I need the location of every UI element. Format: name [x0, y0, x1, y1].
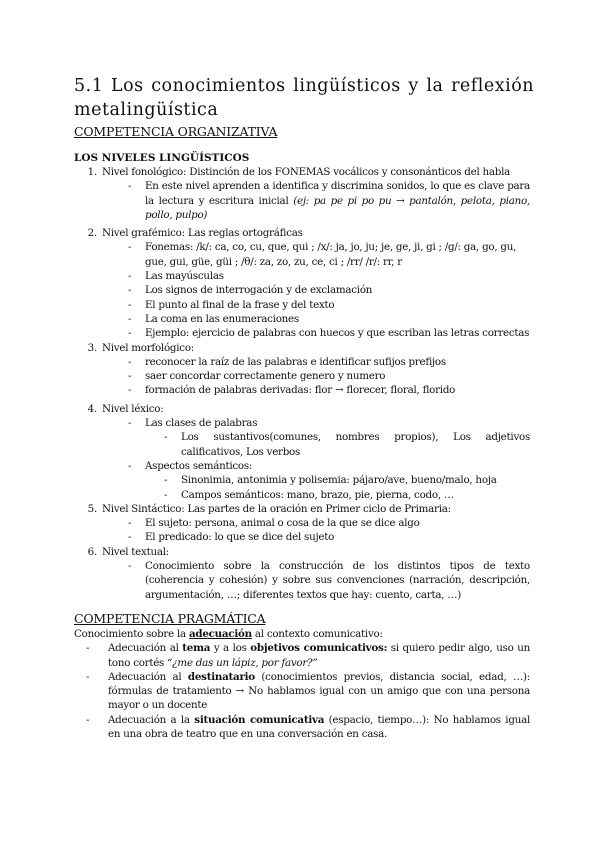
list-item: - Conocimiento sobre la construcción de los distintos tipos de texto (coherencia y cohesión) y sobre sus convenciones (narración, descripción, argumentación, …; diferentes textos que hay: cuento, carta, …) — [128, 560, 530, 601]
list-item: - Las mayúsculas — [128, 270, 224, 283]
section-title-organizativa: COMPETENCIA ORGANIZATIVA — [74, 124, 278, 139]
page-title: 5.1 Los conocimientos lingüísticos y la reflexión metalingüística — [74, 76, 534, 120]
list-item: - Adecuación a la situación comunicativa (espacio, tiempo…): No hablamos igual en una obra de teatro que en una conversación en casa. — [86, 713, 531, 741]
list-item: 4. Nivel léxico: — [87, 402, 164, 415]
list-item: - Sinonimia, antonimia y polisemia: pájaro/ave, bueno/malo, hoja — [164, 474, 497, 487]
list-item: - El sujeto: persona, animal o cosa de la que se dice algo — [128, 517, 420, 530]
list-item: - Campos semánticos: mano, brazo, pie, pierna, codo, … — [164, 488, 454, 501]
list-item: - Los signos de interrogación y de exclamación — [128, 284, 373, 297]
list-item: - Adecuación al tema y a los objetivos comunicativos: si quiero pedir algo, uso un tono cortés “¿me das un lápiz, por favor?” — [86, 642, 530, 669]
list-item: - Las clases de palabras — [128, 417, 258, 430]
list-item: - En este nivel aprenden a identifica y discrimina sonidos, lo que es clave para la lectura y escritura inicial (ej: pa pe pi po pu → pantalón, pelota, piano, pollo, pulpo) — [128, 180, 530, 221]
list-item: 1. Nivel fonológico: Distinción de los FONEMAS vocálicos y consonánticos del habla — [87, 166, 511, 178]
pragmatic-intro: Conocimiento sobre la adecuación al contexto comunicativo: — [74, 628, 383, 640]
pragmatic-list — [74, 627, 530, 741]
list-item: 6. Nivel textual: — [87, 545, 169, 558]
list-item: - Ejemplo: ejercicio de palabras con huecos y que escriban las letras correctas — [128, 327, 530, 340]
list-item: 2. Nivel grafémico: Las reglas ortográficas — [87, 227, 303, 240]
list-item: - reconocer la raíz de las palabras e identificar sufijos prefijos — [128, 355, 446, 368]
list-item: 5. Nivel Sintáctico: Las partes de la oración en Primer ciclo de Primaria: — [87, 502, 451, 515]
list-item: - La coma en las enumeraciones — [128, 312, 299, 325]
list-item: - Fonemas: /k/: ca, co, cu, que, qui ; /x/: ja, jo, ju; je, ge, ji, gi ; /g/: ga, go, gu, gue, gui, güe, güi ; /θ/: za, zo, zu, ce, ci ; /rr/ /r/: rr, r — [128, 241, 517, 268]
section-title-pragmatica: COMPETENCIA PRAGMÁTICA — [74, 611, 266, 626]
list-item: - formación de palabras derivadas: flor → florecer, floral, florido — [128, 384, 456, 397]
levels-list — [74, 165, 530, 602]
levels-title: LOS NIVELES LINGÜÍSTICOS — [74, 152, 250, 164]
list-item: - Aspectos semánticos: — [128, 459, 253, 472]
list-item: - Adecuación al destinatario (conocimientos previos, distancia social, edad, …): fórmulas de tratamiento → No hablamos igual con un amigo que con una persona mayor o un docente — [86, 670, 530, 712]
list-item: - El punto al final de la frase y del texto — [128, 298, 335, 311]
list-item: - El predicado: lo que se dice del sujeto — [128, 531, 335, 544]
list-item: - Los sustantivos(comunes, nombres propios), Los adjetivos calificativos, Los verbos — [164, 431, 530, 458]
list-item: - saer concordar correctamente genero y numero — [128, 370, 386, 383]
list-item: 3. Nivel morfológico: — [87, 341, 194, 354]
